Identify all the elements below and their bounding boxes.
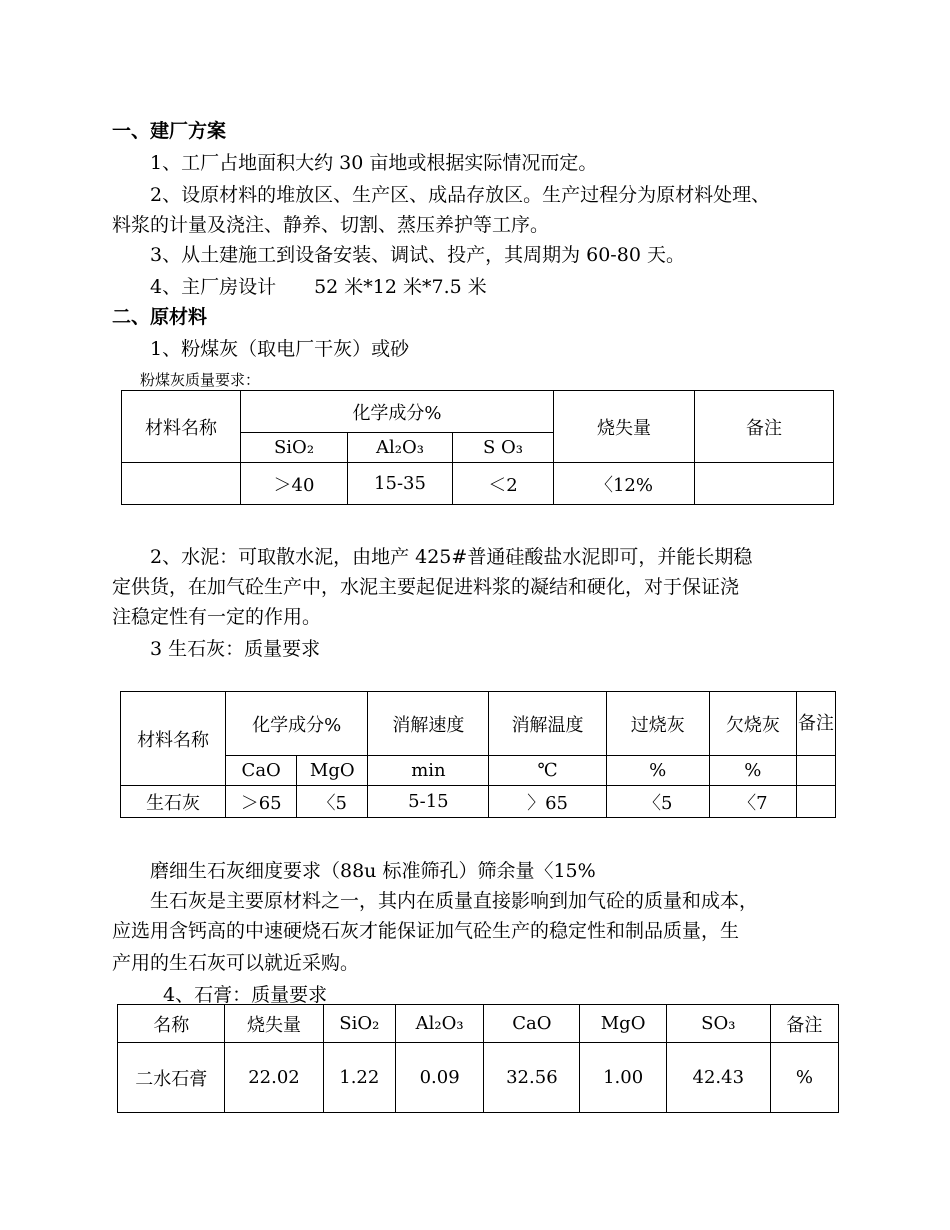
table-header: 备注 <box>770 1005 838 1043</box>
table-subheader: Al₂O₃ <box>348 433 453 463</box>
table-header: 材料名称 <box>122 391 241 463</box>
paragraph: 生石灰是主要原材料之一，其内在质量直接影响到加气砼的质量和成本， <box>150 890 759 912</box>
table-cell: 5-15 <box>368 786 489 818</box>
table-header: 名称 <box>118 1005 225 1043</box>
table-header: 化学成分% <box>241 391 554 433</box>
table-cell: 1.22 <box>323 1043 395 1113</box>
table-subheader: SiO₂ <box>241 433 348 463</box>
paragraph: 产用的生石灰可以就近采购。 <box>112 952 360 974</box>
paragraph: 1、工厂占地面积大约 30 亩地或根据实际情况而定。 <box>150 152 598 174</box>
table-cell <box>695 463 834 505</box>
paragraph: 2、设原材料的堆放区、生产区、成品存放区。生产过程分为原材料处理、 <box>150 184 771 206</box>
paragraph: 2、水泥：可取散水泥，由地产 425#普通硅酸盐水泥即可，并能长期稳 <box>150 546 753 568</box>
table-subheader: % <box>709 756 796 786</box>
table-header: 过烧灰 <box>606 692 709 756</box>
paragraph: 磨细生石灰细度要求（88u 标准筛孔）筛余量〈15% <box>150 860 596 882</box>
table-header: 材料名称 <box>121 692 226 786</box>
table-cell: ＜2 <box>453 463 554 505</box>
table-caption: 粉煤灰质量要求： <box>140 371 261 389</box>
paragraph: 4、主厂房设计 52 米*12 米*7.5 米 <box>150 276 487 298</box>
paragraph: 定供货，在加气砼生产中，水泥主要起促进料浆的凝结和硬化，对于保证浇 <box>112 576 740 598</box>
table-cell <box>122 463 241 505</box>
table-cell: 22.02 <box>225 1043 323 1113</box>
table-header: SO₃ <box>666 1005 770 1043</box>
paragraph: 3、从土建施工到设备安装、调试、投产，其周期为 60-80 天。 <box>150 244 685 266</box>
table-cell: 〈12% <box>554 463 695 505</box>
table-cell: 〈5 <box>297 786 368 818</box>
table-header: 备注 <box>796 692 835 756</box>
table-header: 欠烧灰 <box>709 692 796 756</box>
table-header: 烧失量 <box>554 391 695 463</box>
table-cell: ＞40 <box>241 463 348 505</box>
table-subheader: ℃ <box>489 756 606 786</box>
paragraph: 4、石膏：质量要求 <box>163 984 328 1006</box>
fly-ash-table <box>121 390 834 505</box>
table-cell: % <box>770 1043 838 1113</box>
table-cell: 0.09 <box>396 1043 484 1113</box>
table-header: SiO₂ <box>323 1005 395 1043</box>
table-subheader: MgO <box>297 756 368 786</box>
table-cell: 〈7 <box>709 786 796 818</box>
section2-heading: 二、原材料 <box>112 306 208 328</box>
paragraph: 注稳定性有一定的作用。 <box>112 606 322 628</box>
table-header: CaO <box>484 1005 580 1043</box>
table-subheader: min <box>368 756 489 786</box>
table-header: 烧失量 <box>225 1005 323 1043</box>
paragraph: 料浆的计量及浇注、静养、切割、蒸压养护等工序。 <box>112 214 550 236</box>
table-header: 备注 <box>695 391 834 463</box>
table-cell <box>796 786 835 818</box>
table-header: 消解速度 <box>368 692 489 756</box>
table-cell: 32.56 <box>484 1043 580 1113</box>
table-subheader <box>796 756 835 786</box>
paragraph: 应选用含钙高的中速硬烧石灰才能保证加气砼生产的稳定性和制品质量，生 <box>112 920 740 942</box>
table-header: Al₂O₃ <box>396 1005 484 1043</box>
paragraph: 1、粉煤灰（取电厂干灰）或砂 <box>150 338 410 360</box>
section1-heading: 一、建厂方案 <box>112 120 227 142</box>
table-header: 消解温度 <box>489 692 606 756</box>
quicklime-table <box>120 691 836 818</box>
table-cell: ＞65 <box>226 786 297 818</box>
table-cell: 二水石膏 <box>118 1043 225 1113</box>
table-cell: 1.00 <box>580 1043 666 1113</box>
table-header: 化学成分% <box>226 692 368 756</box>
table-subheader: CaO <box>226 756 297 786</box>
table-cell: 〈5 <box>606 786 709 818</box>
paragraph: 3 生石灰：质量要求 <box>150 638 321 660</box>
table-cell: 15-35 <box>348 463 453 505</box>
table-header: MgO <box>580 1005 666 1043</box>
gypsum-table <box>117 1004 839 1113</box>
table-cell: 生石灰 <box>121 786 226 818</box>
table-subheader: S O₃ <box>453 433 554 463</box>
table-subheader: % <box>606 756 709 786</box>
table-cell: 〉65 <box>489 786 606 818</box>
table-cell: 42.43 <box>666 1043 770 1113</box>
